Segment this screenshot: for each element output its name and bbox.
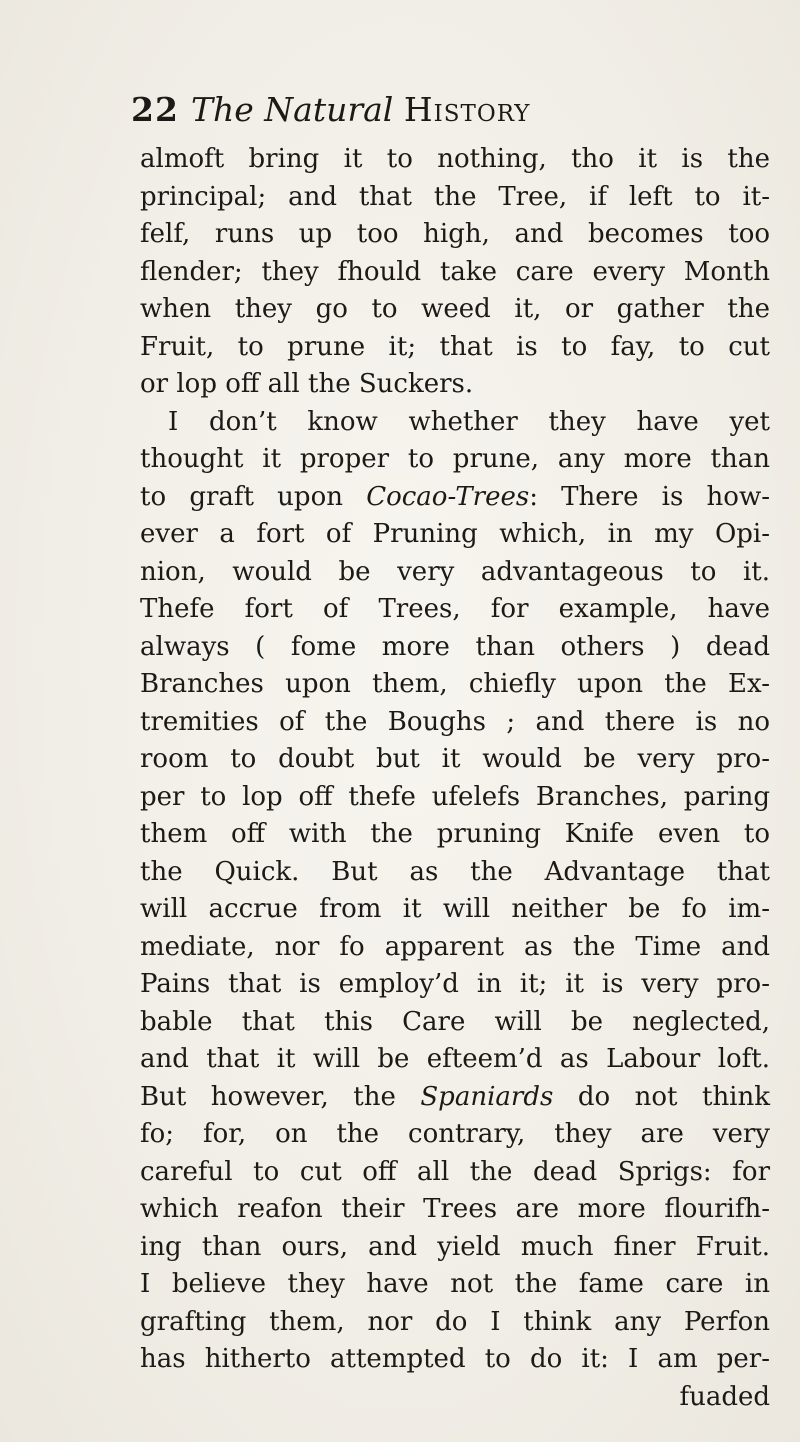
text-line: will accrue from it will neither be fo im- [140, 894, 770, 924]
text-line: mediate, nor fo apparent as the Time and [140, 931, 770, 962]
italic-term: Cocao-Trees [366, 481, 530, 512]
body-text [140, 141, 770, 1416]
text-line-mixed [140, 1079, 770, 1117]
title-the: The [191, 90, 254, 129]
running-header [131, 90, 711, 140]
text-line: nion, would be very advantageous to it. [140, 556, 770, 587]
text-line: bable that this Care will be neglected, [140, 1006, 770, 1037]
running-title [191, 90, 531, 129]
text-line: per to lop off thefe ufelefs Branches, paring [140, 781, 770, 812]
text-line: Fruit, to prune it; that is to fay, to cut [140, 331, 770, 362]
text-line: Thefe fort of Trees, for example, have [140, 594, 770, 624]
text-line: almoft bring it to nothing, tho it is the [140, 144, 770, 174]
text-line: tremities of the Boughs ; and there is no [140, 706, 770, 737]
text-line: Branches upon them, chiefly upon the Ex- [140, 669, 770, 699]
text-line: has hitherto attempted to do it: I am per- [140, 1344, 770, 1374]
italic-term: Spaniards [420, 1081, 554, 1112]
text-line: felf, runs up too high, and becomes too [140, 219, 770, 249]
text-line: I believe they have not the fame care in [140, 1269, 770, 1299]
text-line: always ( fome more than others ) dead [140, 631, 770, 662]
text-line-mixed [140, 479, 770, 517]
text-line: Pains that is employ’d in it; it is very pro- [140, 969, 770, 999]
title-natural: Natural [264, 90, 394, 129]
text-line: careful to cut off all the dead Sprigs: for [140, 1156, 770, 1187]
text-line: I don’t know whether they have yet [168, 406, 770, 437]
text-line: ing than ours, and yield much finer Fruit. [140, 1231, 770, 1262]
text-segment: : There is how- [529, 481, 770, 512]
catchword: fuaded [679, 1381, 770, 1412]
title-history: History [403, 90, 531, 129]
text-line: flender; they fhould take care every Month [140, 256, 770, 287]
text-segment: do not think [577, 1081, 770, 1112]
text-line: thought it proper to prune, any more than [140, 444, 770, 474]
text-line: fo; for, on the contrary, they are very [140, 1119, 770, 1149]
text-line: the Quick. But as the Advantage that [140, 856, 770, 887]
page-number: 22 [131, 90, 179, 129]
text-line: room to doubt but it would be very pro- [140, 744, 770, 774]
text-segment: But however, the [140, 1081, 396, 1112]
text-line: and that it will be efteem’d as Labour loft. [140, 1044, 770, 1074]
text-line: or lop off all the Suckers. [140, 369, 474, 399]
text-line: principal; and that the Tree, if left to it- [140, 181, 770, 212]
text-line: which reafon their Trees are more flourifh- [140, 1194, 770, 1224]
text-line: when they go to weed it, or gather the [140, 294, 770, 324]
text-line: them off with the pruning Knife even to [140, 819, 770, 849]
text-line: grafting them, nor do I think any Perfon [140, 1306, 770, 1337]
text-segment: to graft upon [140, 481, 343, 512]
text-line: ever a fort of Pruning which, in my Opi- [140, 519, 770, 549]
